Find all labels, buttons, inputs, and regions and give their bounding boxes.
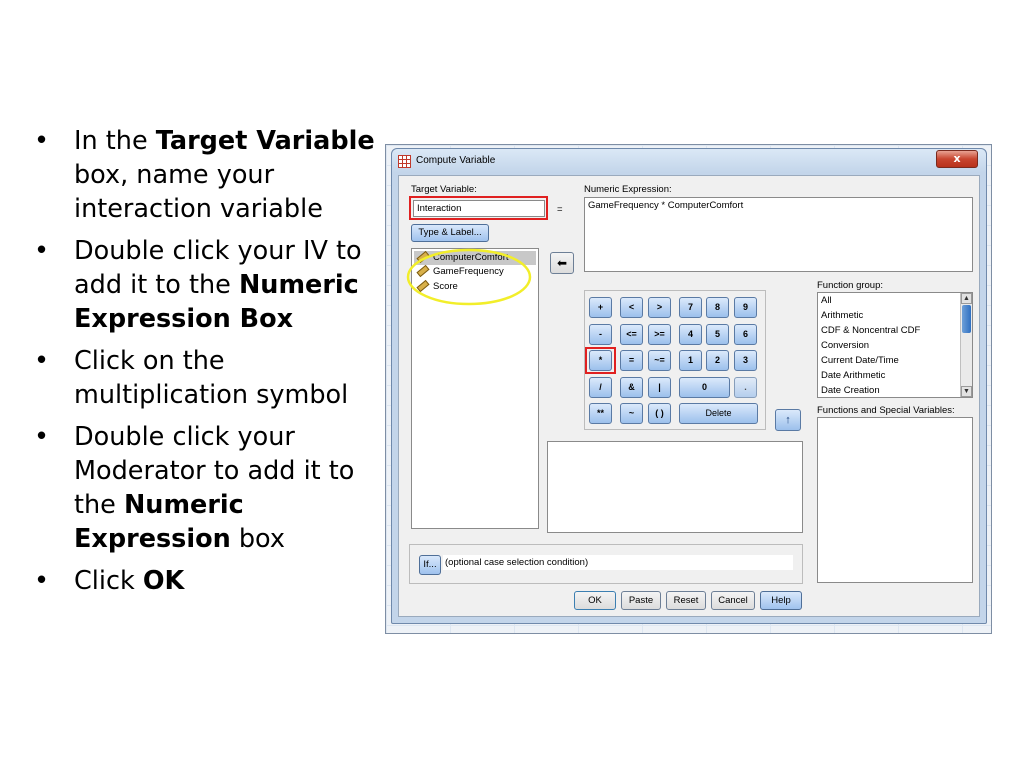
key-parentheses[interactable]: ( ) xyxy=(648,403,671,424)
key-divide[interactable]: / xyxy=(589,377,612,398)
bullet-dot: • xyxy=(34,236,50,266)
key-multiply[interactable]: * xyxy=(589,350,612,371)
key-plus[interactable]: + xyxy=(589,297,612,318)
key-power[interactable]: ** xyxy=(589,403,612,424)
key-equal[interactable]: = xyxy=(620,350,643,371)
keypad-panel xyxy=(584,290,766,430)
function-group-item[interactable]: All xyxy=(821,295,832,306)
if-condition-panel xyxy=(409,544,803,584)
bullet-item xyxy=(34,124,379,226)
left-arrow-icon: ⬅ xyxy=(556,256,568,270)
key-or[interactable]: | xyxy=(648,377,671,398)
bullet-item xyxy=(34,234,379,336)
numeric-expression-input[interactable]: GameFrequency * ComputerComfort xyxy=(584,197,973,272)
scroll-down-icon[interactable]: ▼ xyxy=(961,386,972,397)
variable-name: GameFrequency xyxy=(433,266,504,277)
help-button[interactable]: Help xyxy=(760,591,802,610)
function-group-list[interactable] xyxy=(817,292,973,398)
key-not[interactable]: ~ xyxy=(620,403,643,424)
numeric-expression-label: Numeric Expression: xyxy=(584,184,672,195)
bullet-seg-bold: Numeric Expression Box xyxy=(74,270,359,334)
bullet-item xyxy=(34,344,379,412)
function-group-item[interactable]: CDF & Noncentral CDF xyxy=(821,325,921,336)
spss-screenshot xyxy=(385,144,992,634)
variable-name: ComputerComfort xyxy=(433,252,509,263)
if-button[interactable]: If... xyxy=(419,555,441,575)
key-4[interactable]: 4 xyxy=(679,324,702,345)
bullet-seg: Double click your IV to add it to the xyxy=(74,236,362,300)
bullet-seg-bold: Numeric Expression xyxy=(74,490,244,554)
close-button[interactable]: x xyxy=(936,150,978,168)
key-greater-than[interactable]: > xyxy=(648,297,671,318)
bullet-seg: box, name your interaction variable xyxy=(74,160,323,224)
bullet-seg: box xyxy=(230,524,285,554)
target-variable-input[interactable]: Interaction xyxy=(413,200,545,217)
key-6[interactable]: 6 xyxy=(734,324,757,345)
target-highlight-box xyxy=(409,196,548,220)
bullet-seg: Click xyxy=(74,566,143,596)
key-and[interactable]: & xyxy=(620,377,643,398)
bullet-seg-bold: Target Variable xyxy=(155,126,375,156)
compute-variable-dialog xyxy=(391,148,987,624)
bullet-dot: • xyxy=(34,126,50,156)
transfer-arrow-button[interactable] xyxy=(550,252,574,274)
key-less-equal[interactable]: <= xyxy=(620,324,643,345)
scroll-thumb[interactable] xyxy=(962,305,971,333)
key-2[interactable]: 2 xyxy=(706,350,729,371)
type-label-button[interactable]: Type & Label... xyxy=(411,224,489,242)
yellow-highlight-ellipse xyxy=(405,246,539,308)
function-group-scrollbar[interactable] xyxy=(960,293,972,397)
bullet-dot: • xyxy=(34,346,50,376)
function-description-box xyxy=(547,441,803,533)
bullet-seg: In the xyxy=(74,126,156,156)
key-9[interactable]: 9 xyxy=(734,297,757,318)
ok-button[interactable]: OK xyxy=(574,591,616,610)
function-group-item[interactable]: Current Date/Time xyxy=(821,355,899,366)
function-group-label: Function group: xyxy=(817,280,884,291)
scroll-up-icon[interactable]: ▲ xyxy=(961,293,972,304)
cancel-button[interactable]: Cancel xyxy=(711,591,755,610)
if-condition-text: (optional case selection condition) xyxy=(443,555,793,570)
key-1[interactable]: 1 xyxy=(679,350,702,371)
key-8[interactable]: 8 xyxy=(706,297,729,318)
key-0[interactable]: 0 xyxy=(679,377,730,398)
reset-button[interactable]: Reset xyxy=(666,591,706,610)
target-variable-label: Target Variable: xyxy=(411,184,477,195)
key-greater-equal[interactable]: >= xyxy=(648,324,671,345)
up-arrow-icon: ↑ xyxy=(785,414,791,426)
equals-sign: = xyxy=(557,204,563,215)
instruction-bullets xyxy=(34,124,379,606)
function-group-item[interactable]: Date Arithmetic xyxy=(821,370,886,381)
bullet-item xyxy=(34,420,379,556)
dialog-titlebar[interactable] xyxy=(392,149,986,173)
key-less-than[interactable]: < xyxy=(620,297,643,318)
bullet-dot: • xyxy=(34,422,50,452)
key-3[interactable]: 3 xyxy=(734,350,757,371)
dialog-client-area xyxy=(398,175,980,617)
bullet-seg-bold: OK xyxy=(142,566,185,596)
bullet-dot: • xyxy=(34,566,50,596)
key-minus[interactable]: - xyxy=(589,324,612,345)
function-group-item[interactable]: Arithmetic xyxy=(821,310,864,321)
key-5[interactable]: 5 xyxy=(706,324,729,345)
dialog-title: Compute Variable xyxy=(416,155,496,166)
bullet-seg: Double click your Moderator to add it to the xyxy=(74,422,355,520)
key-decimal[interactable]: . xyxy=(734,377,757,398)
bullet-seg: Click on the multiplication symbol xyxy=(74,346,349,410)
variable-name: Score xyxy=(433,281,458,292)
insert-function-button[interactable] xyxy=(775,409,801,431)
function-group-item[interactable]: Conversion xyxy=(821,340,870,351)
table-icon xyxy=(398,155,411,168)
functions-list[interactable] xyxy=(817,417,973,583)
key-delete[interactable]: Delete xyxy=(679,403,758,424)
function-group-item[interactable]: Date Creation xyxy=(821,385,880,396)
paste-button[interactable]: Paste xyxy=(621,591,661,610)
multiply-highlight-box xyxy=(585,347,616,374)
key-7[interactable]: 7 xyxy=(679,297,702,318)
key-not-equal[interactable]: ~= xyxy=(648,350,671,371)
functions-label: Functions and Special Variables: xyxy=(817,405,955,416)
bullet-item xyxy=(34,564,379,598)
